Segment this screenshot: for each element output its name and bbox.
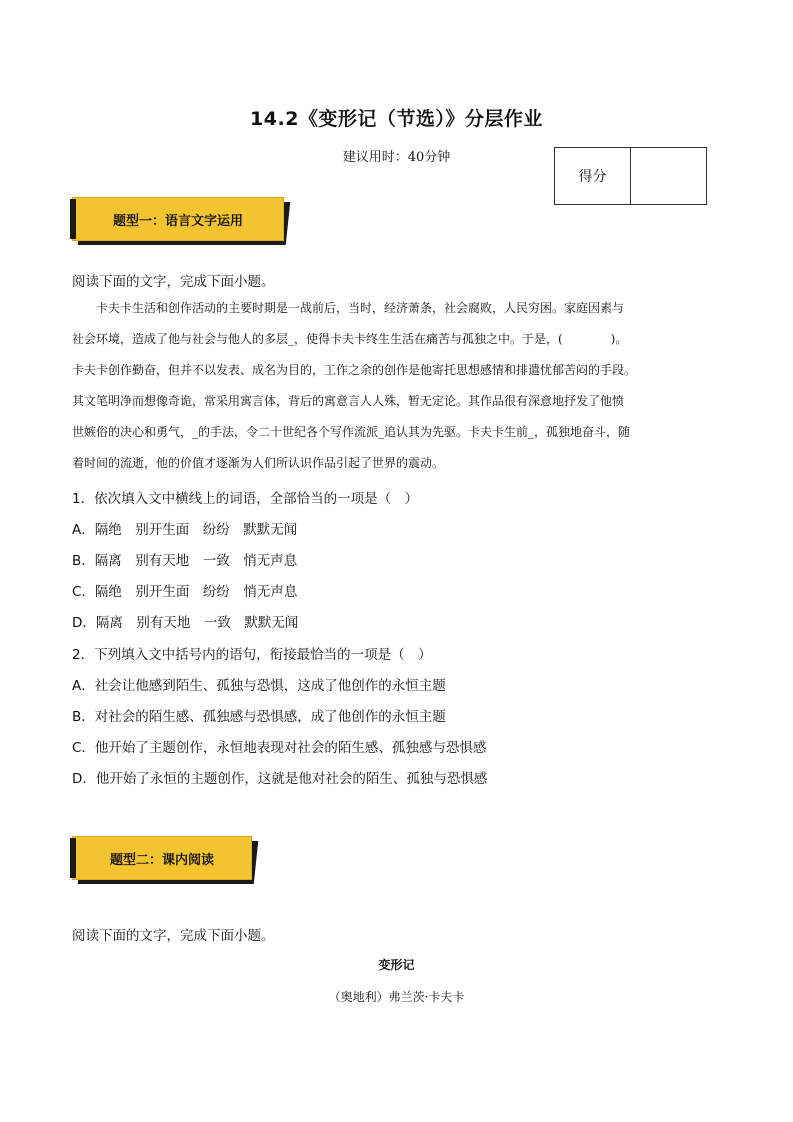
section-banner-2-label: 题型二：课内阅读 [109,852,214,868]
passage-line: 卡夫卡生活和创作活动的主要时期是一战前后，当时，经济萧条，社会腐败，人民穷困。家庭因素与 [96,301,625,315]
section2-instruction: 阅读下面的文字，完成下面小题。 [72,928,275,944]
question-1-option-c[interactable]: C．隔绝 别开生面 纷纷 悄无声息 [72,584,298,600]
score-field[interactable] [630,148,706,204]
score-label: 得分 [578,169,607,185]
question-1-stem: 1．依次填入文中横线上的词语，全部恰当的一项是（ ） [72,491,419,507]
question-1-option-d[interactable]: D．隔离 别有天地 一致 默默无闻 [72,615,299,631]
passage-line: 社会环境，造成了他与社会与他人的多层_，使得卡夫卡终生生活在痛苦与孤独之中。于是，( )。 [72,332,628,346]
question-2-option-c[interactable]: C．他开始了主题创作，永恒地表现对社会的陌生感、孤独感与恐惧感 [72,740,487,756]
section1-instruction: 阅读下面的文字，完成下面小题。 [72,274,275,290]
score-box [554,147,707,205]
text-title: 变形记 [378,958,415,972]
reading-passage [72,293,726,479]
suggested-time: 建议用时：40分钟 [342,150,451,165]
question-2-option-a[interactable]: A．社会让他感到陌生、孤独与恐惧，这成了他创作的永恒主题 [72,678,446,694]
passage-line: 世嫉俗的决心和勇气，_的手法，令二十世纪各个写作流派_追认其为先驱。卡夫卡生前_，孤独地奋斗，随 [72,425,631,439]
question-1-option-a[interactable]: A．隔绝 别开生面 纷纷 默默无闻 [72,522,298,538]
text-author: （奥地利）弗兰茨·卡夫卡 [328,990,465,1004]
question-1-option-b[interactable]: B．隔离 别有天地 一致 悄无声息 [72,553,298,569]
section-banner-2 [72,836,252,880]
question-2-stem: 2．下列填入文中括号内的语句，衔接最恰当的一项是（ ） [72,647,432,663]
section-banner-1 [72,197,284,241]
passage-line: 着时间的流逝，他的价值才逐渐为人们所认识作品引起了世界的震动。 [72,456,445,470]
question-2-option-d[interactable]: D．他开始了永恒的主题创作，这就是他对社会的陌生、孤独与恐惧感 [72,771,488,787]
passage-line: 卡夫卡创作勤奋，但并不以发表、成名为目的，工作之余的创作是他寄托思想感情和排遣忧郁苦闷的手段。 [72,363,637,377]
page-title: 14.2《变形记（节选）》分层作业 [250,108,543,130]
passage-line: 其文笔明净而想像奇诡，常采用寓言体，背后的寓意言人人殊，暂无定论。其作品很有深意地抒发了他愤 [72,394,625,408]
question-2-option-b[interactable]: B．对社会的陌生感、孤独感与恐惧感，成了他创作的永恒主题 [72,709,446,725]
section-banner-1-label: 题型一：语言文字运用 [112,213,243,229]
